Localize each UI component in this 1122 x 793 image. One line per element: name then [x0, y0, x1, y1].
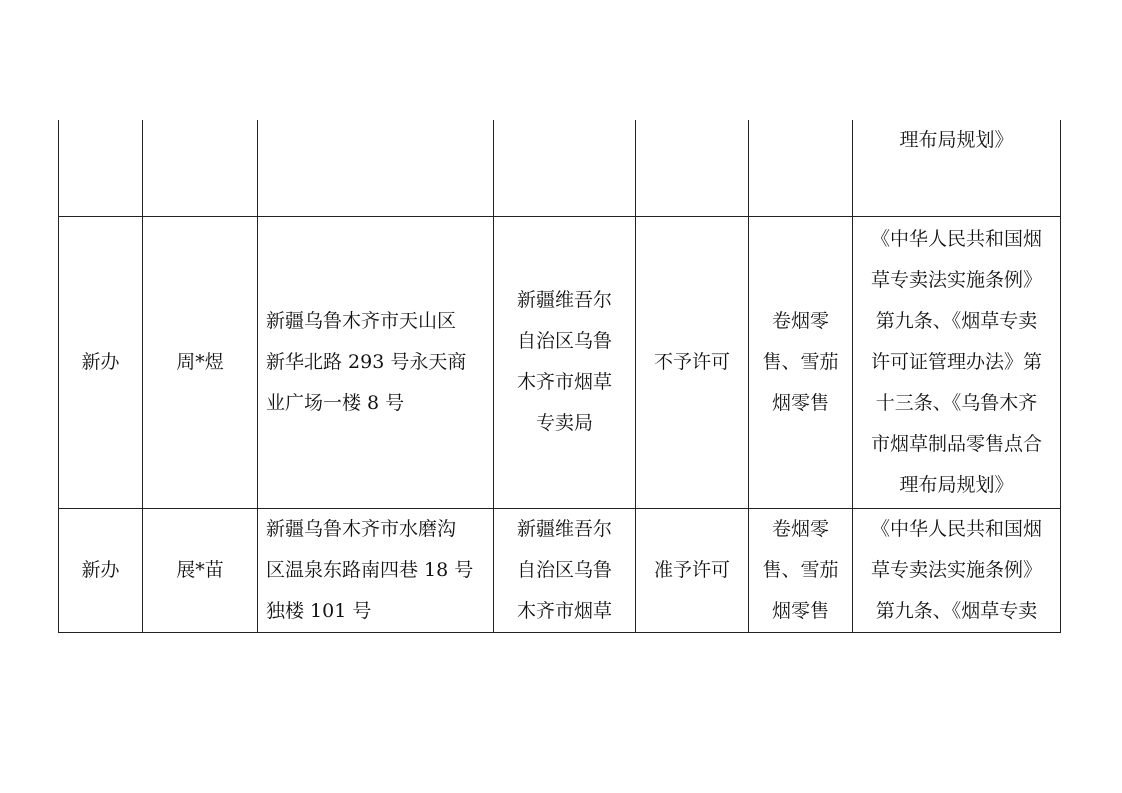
- name-text: 展*苗: [176, 558, 224, 581]
- address-line: 区温泉东路南四巷 18 号: [266, 558, 474, 581]
- type-text: 新办: [81, 350, 120, 373]
- decision-text: 不予许可: [653, 350, 730, 373]
- address-line: 新华北路 293 号永天商: [266, 350, 467, 373]
- basis-line: 十三条、《乌鲁木齐: [875, 391, 1038, 414]
- scope-line: 售、雪茄: [762, 350, 839, 373]
- authority-line: 自治区乌鲁: [516, 330, 612, 352]
- cell-decision: [636, 120, 749, 216]
- basis-line: 市烟草制品零售点合: [870, 432, 1042, 455]
- basis-line: 许可证管理办法》第: [870, 350, 1042, 373]
- cell-name: [143, 216, 258, 508]
- cell-scope: [749, 216, 853, 508]
- name-text: 周*煜: [176, 350, 224, 373]
- basis-line: 理布局规划》: [899, 129, 1014, 151]
- authority-line: 专卖局: [535, 412, 593, 434]
- address-line: 独楼 101 号: [266, 599, 372, 622]
- basis-line: 草专卖法实施条例》: [870, 558, 1042, 581]
- scope-line: 卷烟零: [771, 517, 829, 540]
- cell-scope: [749, 508, 853, 632]
- cell-authority: [494, 508, 636, 632]
- authority-line: 新疆维吾尔: [516, 289, 612, 311]
- cell-decision: [636, 508, 749, 632]
- cell-basis: [853, 508, 1061, 632]
- cell-basis: [853, 216, 1061, 508]
- decision-text: 准予许可: [653, 558, 730, 581]
- cell-decision: [636, 216, 749, 508]
- scope-line: 售、雪茄: [762, 558, 839, 581]
- cell-name: [143, 508, 258, 632]
- basis-line: 第九条、《烟草专卖: [875, 599, 1038, 622]
- cell-address: [258, 508, 494, 632]
- authority-line: 木齐市烟草: [516, 371, 612, 393]
- authority-line: 新疆维吾尔: [516, 517, 612, 540]
- license-decision-table: [58, 120, 1061, 633]
- table-row: [59, 216, 1061, 508]
- cell-type: [59, 508, 143, 632]
- basis-line: 《中华人民共和国烟: [870, 227, 1042, 250]
- address-line: 新疆乌鲁木齐市天山区: [266, 309, 457, 332]
- basis-line: 草专卖法实施条例》: [870, 268, 1042, 291]
- authority-line: 木齐市烟草: [516, 599, 612, 622]
- scope-line: 烟零售: [771, 599, 829, 622]
- address-line: 新疆乌鲁木齐市水磨沟: [266, 517, 457, 540]
- type-text: 新办: [81, 558, 120, 581]
- scope-line: 卷烟零: [771, 309, 829, 332]
- authority-line: 自治区乌鲁: [516, 558, 612, 581]
- cell-authority: [494, 120, 636, 216]
- cell-name: [143, 120, 258, 216]
- address-line: 业广场一楼 8 号: [266, 391, 405, 414]
- cell-address: [258, 216, 494, 508]
- cell-type: [59, 216, 143, 508]
- table-row: [59, 508, 1061, 632]
- cell-scope: [749, 120, 853, 216]
- basis-line: 《中华人民共和国烟: [870, 517, 1042, 540]
- cell-type: [59, 120, 143, 216]
- scope-line: 烟零售: [771, 391, 829, 414]
- table-row: [59, 120, 1061, 216]
- basis-line: 第九条、《烟草专卖: [875, 309, 1038, 332]
- cell-basis: [853, 120, 1061, 216]
- cell-authority: [494, 216, 636, 508]
- basis-line: 理布局规划》: [899, 473, 1014, 496]
- cell-address: [258, 120, 494, 216]
